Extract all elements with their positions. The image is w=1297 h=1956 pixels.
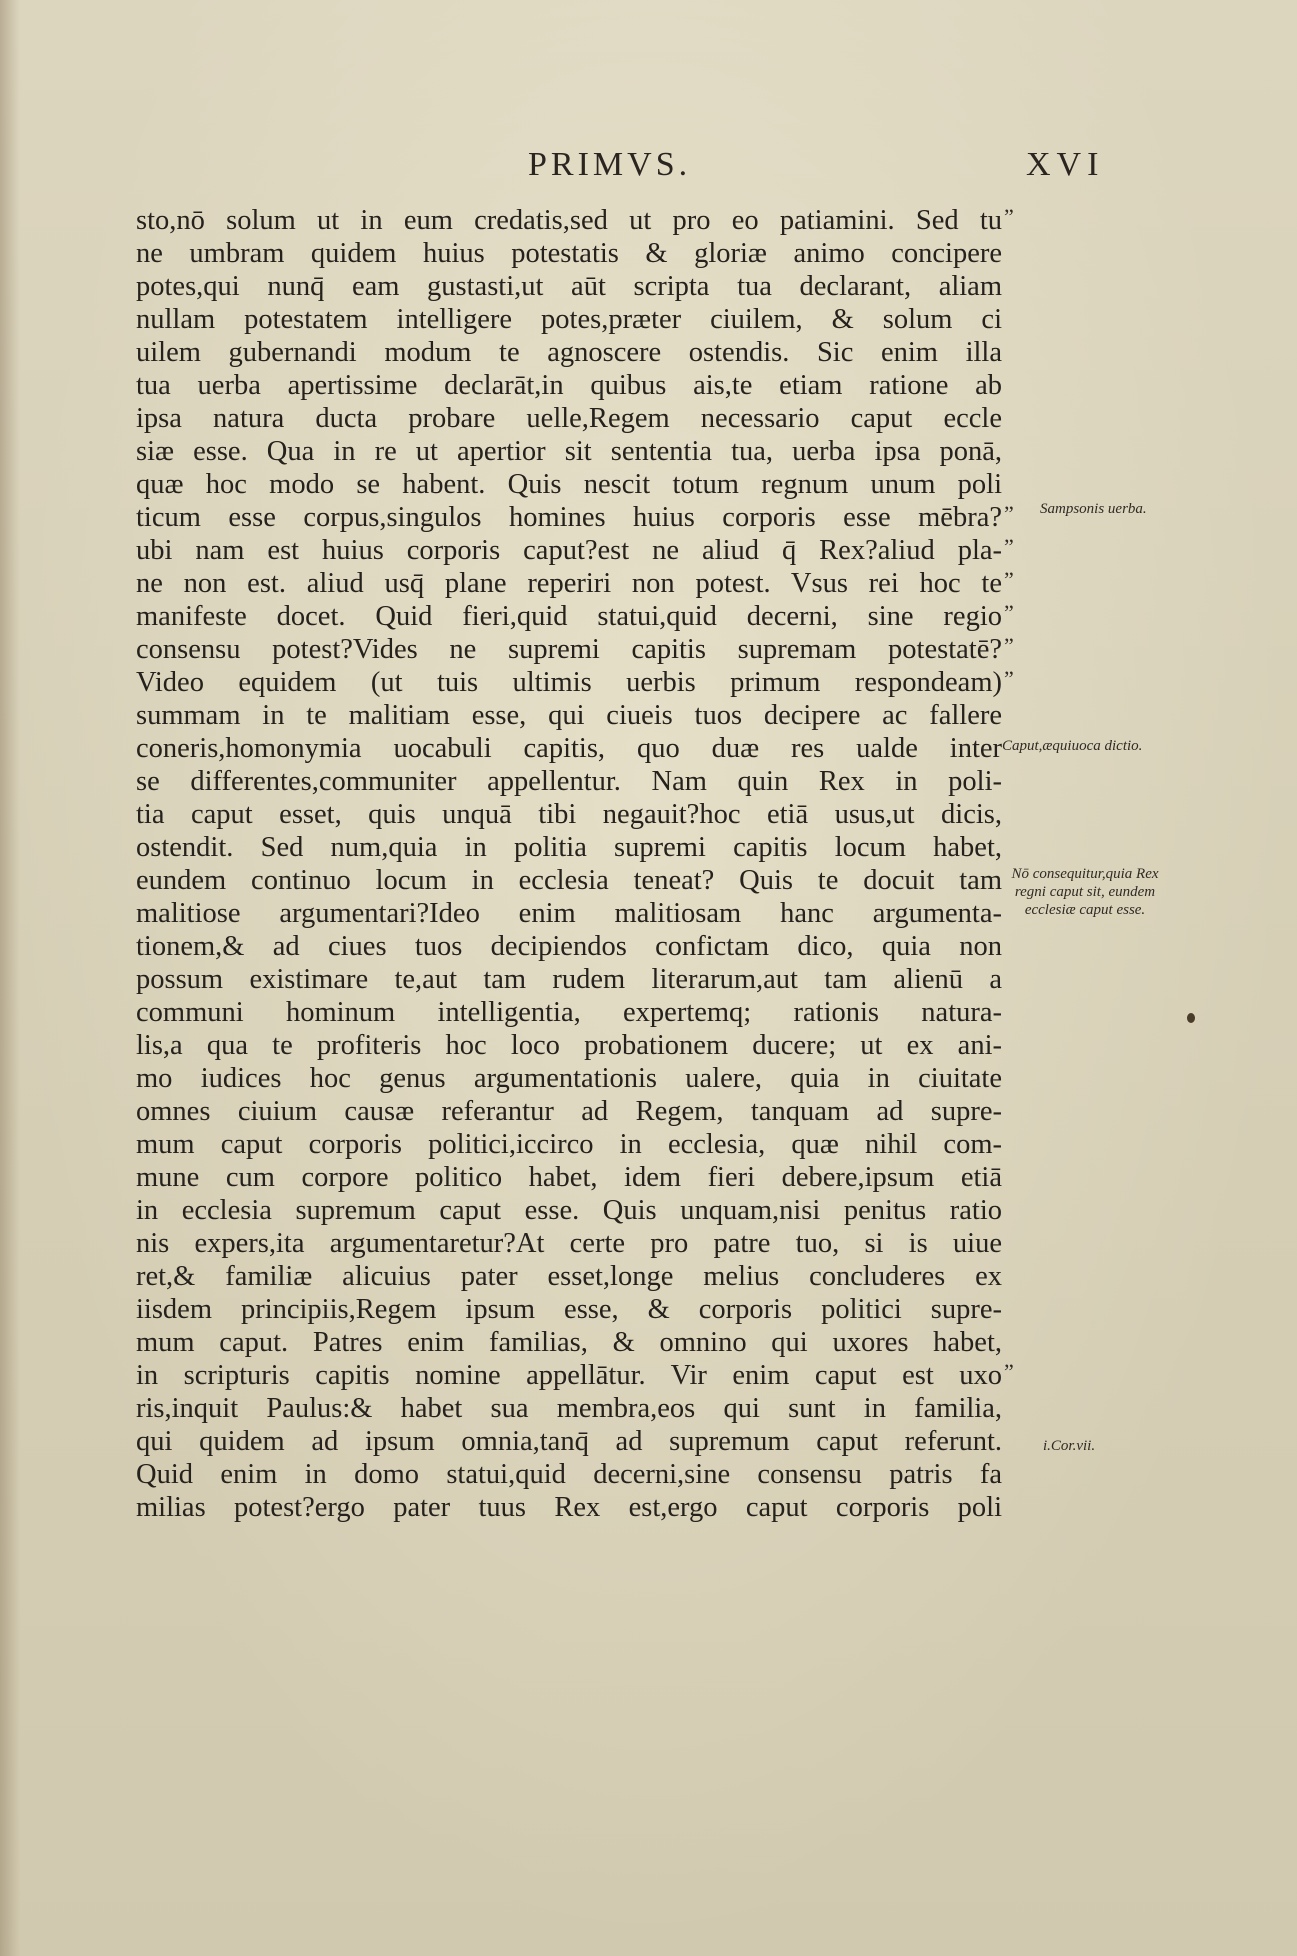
text-line: tia caput esset, quis unquā tibi negauit?hoc etiā usus,ut dicis,: [136, 799, 1002, 830]
text-line: ostendit. Sed num,quia in politia supremi capitis locum habet,: [136, 832, 1002, 863]
marginal-note-non-consequitur: Nō consequitur,quia Rex regni caput sit, eundem ecclesiæ caput esse.: [1011, 866, 1159, 918]
text-line: potes,qui nunq̄ eam gustasti,ut aūt scripta tua declarant, aliam: [136, 271, 1002, 302]
text-line: omnes ciuium causæ referantur ad Regem, tanquam ad supre-: [136, 1096, 1002, 1127]
text-line: nis expers,ita argumentaretur?At certe pro patre tuo, si is uiue: [136, 1228, 1002, 1259]
folio-number: XVI: [1026, 146, 1105, 183]
text-line: ubi nam est huius corporis caput?est ne aliud q̄ Rex?aliud pla-: [136, 535, 1002, 566]
text-line: tionem,& ad ciues tuos decipiendos confictam dico, quia non: [136, 931, 1002, 962]
marginal-note-corinthians: i.Cor.vii.: [1043, 1438, 1096, 1454]
text-line: uilem gubernandi modum te agnoscere ostendis. Sic enim illa: [136, 337, 1002, 368]
text-line: ne non est. aliud usq̄ plane reperiri non potest. Vsus rei hoc te: [136, 568, 1002, 599]
text-line: manifeste docet. Quid fieri,quid statui,quid decerni, sine regio: [136, 601, 1002, 632]
text-line: ipsa natura ducta probare uelle,Regem necessario caput eccle: [136, 403, 1002, 434]
quotation-mark: ”: [1004, 501, 1014, 526]
quotation-mark: ”: [1004, 600, 1014, 625]
text-line: consensu potest?Vides ne supremi capitis supremam potestatē?: [136, 634, 1002, 665]
text-line: milias potest?ergo pater tuus Rex est,ergo caput corporis poli: [136, 1492, 1002, 1523]
ink-stain: [1187, 1013, 1195, 1023]
text-line: ticum esse corpus,singulos homines huius corporis esse mēbra?: [136, 502, 1002, 533]
text-line: siæ esse. Qua in re ut apertior sit sententia tua, uerba ipsa ponā,: [136, 436, 1002, 467]
text-line: Quid enim in domo statui,quid decerni,sine consensu patris fa: [136, 1459, 1002, 1490]
text-line: mum caput corporis politici,iccirco in ecclesia, quæ nihil com-: [136, 1129, 1002, 1160]
quotation-mark: ”: [1004, 567, 1014, 592]
text-line: mo iudices hoc genus argumentationis ualere, quia in ciuitate: [136, 1063, 1002, 1094]
text-line: mum caput. Patres enim familias, & omnino qui uxores habet,: [136, 1327, 1002, 1358]
text-line: mune cum corpore politico habet, idem fieri debere,ipsum etiā: [136, 1162, 1002, 1193]
main-text-block: [136, 204, 1002, 1524]
text-line: in ecclesia supremum caput esse. Quis unquam,nisi penitus ratio: [136, 1195, 1002, 1226]
text-line: se differentes,communiter appellentur. Nam quin Rex in poli-: [136, 766, 1002, 797]
text-line: nullam potestatem intelligere potes,præter ciuilem, & solum ci: [136, 304, 1002, 335]
text-line: tua uerba apertissime declarāt,in quibus ais,te etiam ratione ab: [136, 370, 1002, 401]
text-line: lis,a qua te profiteris hoc loco probationem ducere; ut ex ani-: [136, 1030, 1002, 1061]
running-head: PRIMVS.: [528, 146, 692, 183]
text-line: ne umbram quidem huius potestatis & gloriæ animo concipere: [136, 238, 1002, 269]
page-header: [0, 146, 1297, 190]
quotation-mark: ”: [1004, 1359, 1014, 1384]
text-line: communi hominum intelligentia, expertemq; rationis natura-: [136, 997, 1002, 1028]
quotation-mark: ”: [1004, 204, 1014, 229]
text-line: iisdem principiis,Regem ipsum esse, & corporis politici supre-: [136, 1294, 1002, 1325]
marginal-note-sampsonis: Sampsonis uerba.: [1040, 501, 1147, 517]
text-line: ret,& familiæ alicuius pater esset,longe melius concluderes ex: [136, 1261, 1002, 1292]
text-line: summam in te malitiam esse, qui ciueis tuos decipere ac fallere: [136, 700, 1002, 731]
text-line: quæ hoc modo se habent. Quis nescit totum regnum unum poli: [136, 469, 1002, 500]
text-line: in scripturis capitis nomine appellātur. Vir enim caput est uxo: [136, 1360, 1002, 1391]
text-line: Video equidem (ut tuis ultimis uerbis primum respondeam): [136, 667, 1002, 698]
text-line: eundem continuo locum in ecclesia teneat? Quis te docuit tam: [136, 865, 1002, 896]
quotation-mark: ”: [1004, 633, 1014, 658]
quotation-mark: ”: [1004, 666, 1014, 691]
text-line: malitiose argumentari?Ideo enim malitiosam hanc argumenta-: [136, 898, 1002, 929]
quotation-mark: ”: [1004, 534, 1014, 559]
text-line: ris,inquit Paulus:& habet sua membra,eos qui sunt in familia,: [136, 1393, 1002, 1424]
text-line: coneris,homonymia uocabuli capitis, quo duæ res ualde inter: [136, 733, 1002, 764]
text-line: qui quidem ad ipsum omnia,tanq̄ ad supremum caput referunt.: [136, 1426, 1002, 1457]
text-line: sto,nō solum ut in eum credatis,sed ut pro eo patiamini. Sed tu: [136, 205, 1002, 236]
marginal-note-caput: Caput,æquiuoca dictio.: [1002, 738, 1143, 754]
text-line: possum existimare te,aut tam rudem literarum,aut tam alienū a: [136, 964, 1002, 995]
